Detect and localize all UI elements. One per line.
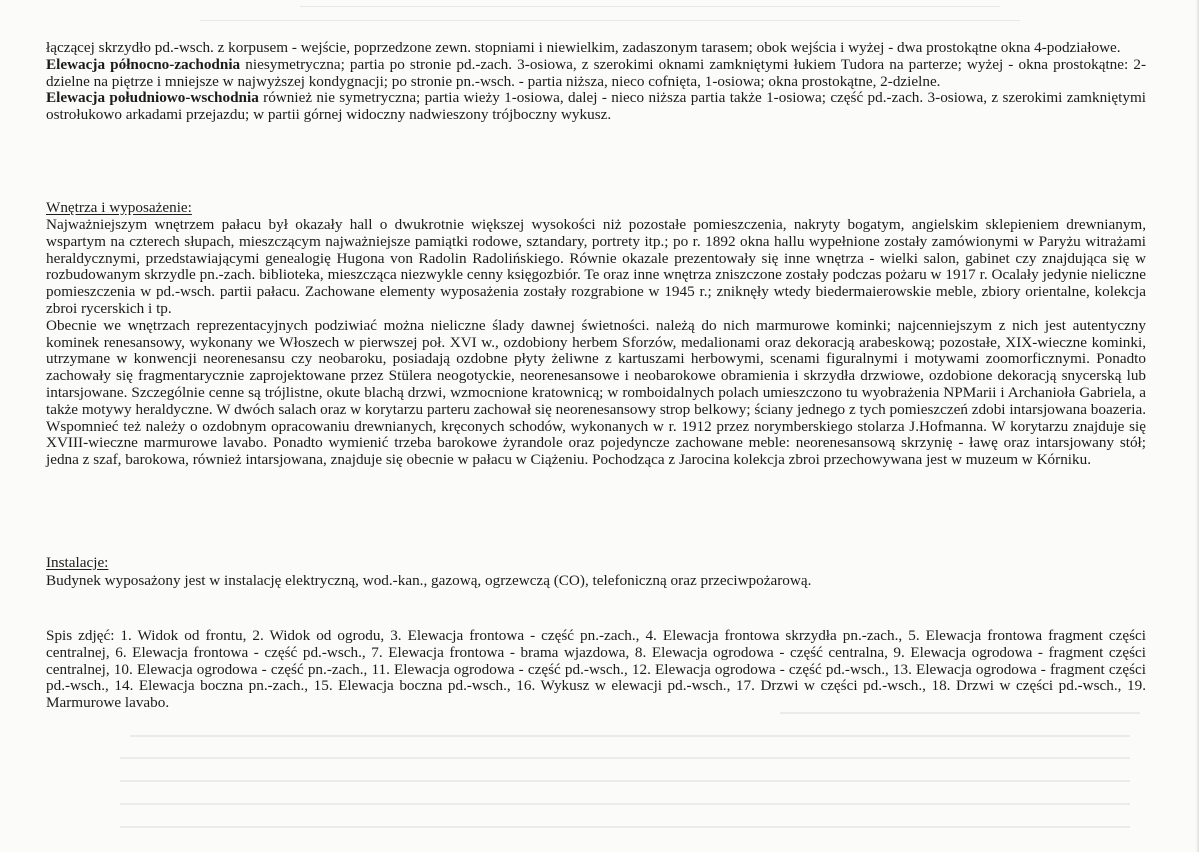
bleed-through-line: [200, 20, 1020, 21]
elevation-se-text: również nie symetryczna; partia wieży 1-osiowa, dalej - nieco niższa partia także 1-osiowa; część pd.-zach. 3-osiowa, z szerokimi zamkniętymi ostrołukowo arkadami przejazdu; w partii górnej widoczny nadwieszony trójboczny wykusz.: [46, 89, 1146, 124]
photo-list-paragraph: Spis zdjęć: 1. Widok od frontu, 2. Widok od ogrodu, 3. Elewacja frontowa - część pn.-zach., 4. Elewacja frontowa skrzydła pn.-zach., 5. Elewacja frontowa fragment części centralnej, 6. Elewacja frontowa - część pd.-wsch., 7. Elewacja frontowa - brama wjazdowa, 8. Elewacja ogrodowa - część centralna, 9. Elewacja ogrodowa - fragment części centralnej, 10. Elewacja ogrodowa - część pn.-zach., 11. Elewacja ogrodowa - część pd.-wsch., 12. Elewacja ogrodowa - część pd.-wsch., 13. Elewacja ogrodowa - fragment części pd.-wsch., 14. Elewacja boczna pn.-zach., 15. Elewacja boczna pd.-wsch., 16. Wykusz w elewacji pd.-wsch., 17. Drzwi w części pd.-wsch., 18. Drzwi w części pd.-wsch., 19. Marmurowe lavabo.: [46, 627, 1146, 712]
bleed-through-line: [120, 826, 1130, 828]
installations-section: [46, 573, 1146, 590]
intro-paragraph: łączącej skrzydło pd.-wsch. z korpusem - wejście, poprzedzone zewn. stopniami i niewielkim, zadaszonym tarasem; obok wejścia i wyżej - dwa prostokątne okna 4-podziałowe.: [46, 39, 1121, 56]
bleed-through-line: [130, 735, 1130, 737]
interiors-heading: Wnętrza i wyposażenie:: [46, 199, 192, 216]
bleed-through-line: [120, 780, 1130, 782]
photo-list-section: [46, 628, 1146, 712]
elevations-section: [46, 40, 1146, 124]
installations-heading: Instalacje:: [46, 554, 109, 571]
elevation-se-paragraph: [46, 90, 1146, 124]
elevation-se-title: Elewacja południowo-wschodnia: [46, 89, 259, 107]
installations-paragraph: Budynek wyposażony jest w instalację elektryczną, wod.-kan., gazową, ogrzewczą (CO), telefoniczną oraz przeciwpożarową.: [46, 572, 812, 589]
interiors-paragraph-2: Obecnie we wnętrzach reprezentacyjnych podziwiać można nieliczne ślady dawnej świetności. należą do nich marmurowe kominki; najcenniejszym z nich jest autentyczny kominek renesansowy, wykonany we Włoszech w pierwszej poł. XVI w., ozdobiony herbem Sforzów, medalionami oraz dekoracją arabeskową; pozostałe, XIX-wieczne kominki, utrzymane w konwencji neorenesansu czy neobaroku, posiadają ozdobne płyty żeliwne z kartuszami herbowymi, scenami figuralnymi i motywami zoomorficznymi. Ponadto zachowały się fragmentarycznie zaprojektowane przez Stülera neogotyckie, neorenesansowe i neobarokowe obramienia i skrzydła drzwiowe, ozdobione dekoracją snycerską lub intarsjowane. Szczególnie cenne są trójlistne, okute blachą drzwi, wzmocnione kratownicą; w romboidalnych polach umieszczono tu wyobrażenia NPMarii i Archanioła Gabriela, a także motywy heraldyczne. W dwóch salach oraz w korytarzu parteru zachował się neorenesansowy strop belkowy; ściany jednego z tych pomieszczeń zdobi intarsjowana boazeria. Wspomnieć też należy o ozdobnym opracowaniu drewnianych, kręconych schodów, wykonanych w r. 1912 przez norymberskiego stolarza J.Hofmanna. W korytarzu znajduje się XVIII-wieczne marmurowe lavabo. Ponadto wymienić trzeba barokowe żyrandole oraz pojedyncze zachowane meble: neorenesansową skrzynię - ławę oraz intarsjowany stół; jedna z szaf, barokowa, również intarsjowana, znajduje się obecnie w pałacu w Ciążeniu. Pochodząca z Jarocina kolekcja zbroi przechowywana jest w muzeum w Kórniku.: [46, 316, 1146, 469]
bleed-through-line: [120, 757, 1130, 759]
interiors-section: [46, 217, 1146, 469]
elevation-nw-text: niesymetryczna; partia po stronie pd.-zach. 3-osiowa, z szerokimi oknami zamkniętymi łukiem Tudora na parterze; wyżej - okna prostokątne: 2-dzielne na piętrze i mniejsze w najwyższej kondygnacji; po stronie pn.-wsch. - partia niższa, nieco cofnięta, 1-osiowa; okna prostokątne, 2-dzielne.: [46, 55, 1146, 90]
bleed-through-line: [300, 6, 1000, 7]
bleed-through-line: [780, 712, 1140, 714]
elevation-nw-title: Elewacja północno-zachodnia: [46, 55, 241, 73]
elevation-nw-paragraph: [46, 57, 1146, 91]
bleed-through-line: [120, 803, 1130, 805]
interiors-paragraph-1: Najważniejszym wnętrzem pałacu był okazały hall o dwukrotnie większej wysokości niż pozostałe pomieszczenia, nakryty bogatym, angielskim sklepieniem drewnianym, wspartym na czterech słupach, mieszczącym najważniejsze pamiątki rodowe, sztandary, portrety itp.; po r. 1892 okna hallu wypełnione zostały zamówionymi w Paryżu witrażami heraldycznymi, przedstawiającymi genealogię Hugona von Radolin Radolińskiego. Równie okazale prezentowały się inne wnętrza - wielki salon, gabinet czy znajdująca się w rozbudowanym skrzydle pn.-zach. biblioteka, mieszcząca niezwykle cenny księgozbiór. Te oraz inne wnętrza zniszczone zostały podczas pożaru w 1917 r. Ocalały jedynie nieliczne pomieszczenia w pd.-wsch. partii pałacu. Zachowane elementy wyposażenia zostały rozgrabione w 1945 r.; zniknęły wtedy biedermaierowskie meble, zbiory orientalne, kolekcja zbroi rycerskich i tp.: [46, 216, 1146, 317]
